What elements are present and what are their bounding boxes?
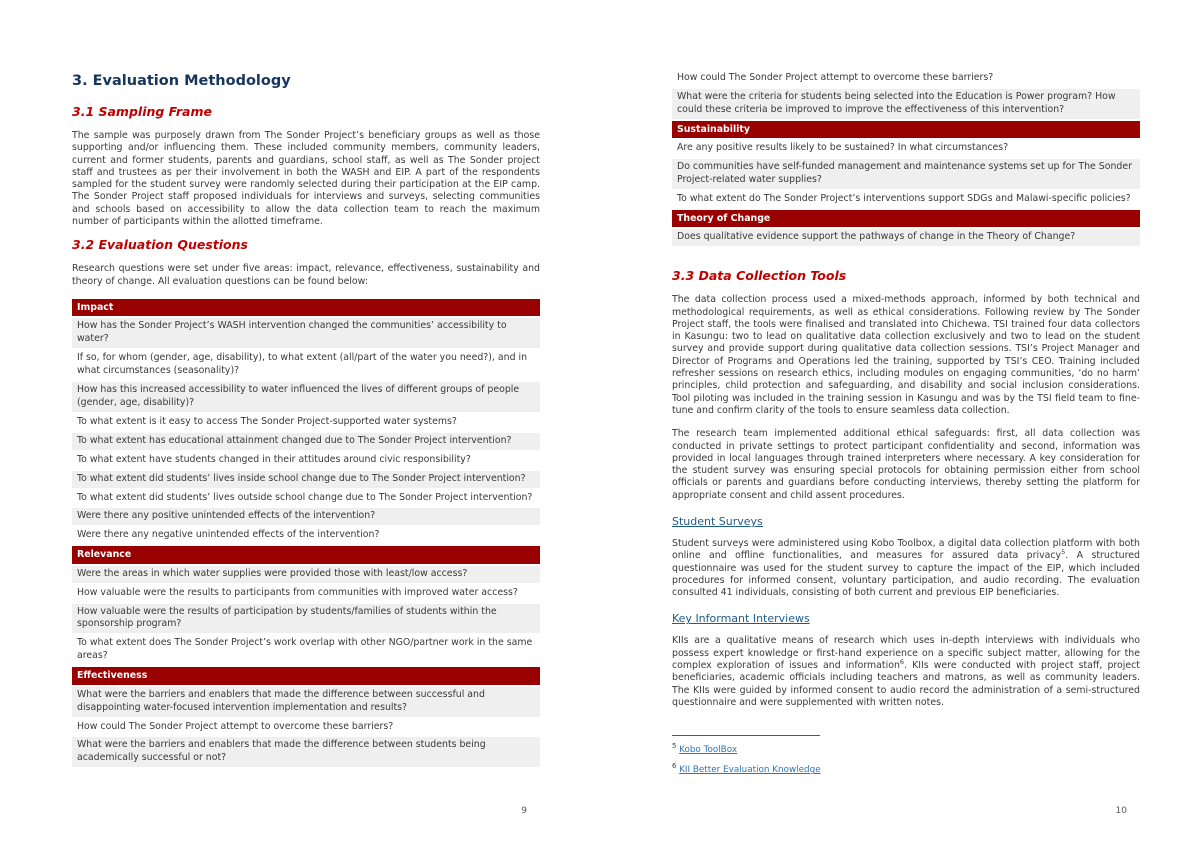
table-row: To what extent do The Sonder Project’s interventions support SDGs and Malawi-specific policies? <box>677 192 1131 204</box>
table-section-header-theory-of-change: Theory of Change <box>672 210 1140 228</box>
table-row: To what extent has educational attainment changed due to The Sonder Project intervention? <box>72 433 540 450</box>
table-section-header-impact: Impact <box>72 299 540 317</box>
table-section-header-effectiveness: Effectiveness <box>72 667 540 685</box>
footnote-ref-5: 5 <box>1061 548 1066 557</box>
table-row: How valuable were the results to participants from communities with improved water access? <box>77 586 518 598</box>
table-row: What were the barriers and enablers that made the difference between successful and disappointing water-focused intervention implementation and results? <box>72 687 540 717</box>
data-collection-paragraph-1: The data collection process used a mixed-methods approach, informed by both technical and methodological requirements, as well as ethical considerations. Following review by The Sonder Project staff, the tools were finalised and translated into Chichewa. TSI trained four data collectors in Kasungu: two to lead on qualitative data collection exclusively and two to lead on the student survey and provide support during qualitative data collection sessions. TSI’s Project Manager and Director of Programs and Operations led the training, supported by TSI’s CEO. Training included refresher sessions on research ethics, including modules on engaging communities, ‘do no harm’ principles, child protection and safeguarding, and disability and social inclusion considerations. Tool piloting was included in the training session in Kasungu and was by the TSI field team to fine-tune and confirm clarity of the tools to ensure seamless data collection. <box>672 294 1140 416</box>
table-row: Were there any positive unintended effects of the intervention? <box>72 508 540 525</box>
table-row: To what extent did students’ lives outside school change due to The Sonder Project intervention? <box>77 491 533 503</box>
table-row: What were the criteria for students being selected into the Education is Power program? How could these criteria be improved to improve the effectiveness of this intervention? <box>672 89 1140 119</box>
table-row: To what extent is it easy to access The Sonder Project-supported water systems? <box>77 415 457 427</box>
page-number-left: 9 <box>521 806 527 816</box>
footnote-6-number: 6 <box>672 762 677 771</box>
section-title-data-collection-tools: 3.3 Data Collection Tools <box>672 268 847 284</box>
table-row: How could The Sonder Project attempt to overcome these barriers? <box>677 72 994 83</box>
table-row: To what extent does The Sonder Project’s work overlap with other NGO/partner work in the same areas? <box>77 637 533 662</box>
page-number-right: 10 <box>1115 806 1127 816</box>
footnote-6-link[interactable]: KII Better Evaluation Knowledge <box>679 765 821 776</box>
table-row: Were there any negative unintended effects of the intervention? <box>77 529 380 541</box>
table-row: How could The Sonder Project attempt to overcome these barriers? <box>77 720 394 732</box>
table-row: How has the Sonder Project’s WASH intervention changed the communities’ accessibility to water? <box>72 318 540 348</box>
footnote-separator <box>672 735 820 736</box>
sampling-frame-paragraph: The sample was purposely drawn from The Sonder Project’s beneficiary groups as well as those supporting and/or influencing them. These included community members, community leaders, current and former students, parents and guardians, school staff, as well as The Sonder project staff and trustees as per their involvement in both the WASH and EIP. A part of the respondents sampled for the student survey were randomly selected during their participation at the EIP camp. The Sonder Project staff proposed individuals for interviews and surveys, selecting communities and schools based on accessibility to allow the data collection team to reach the maximum number of participants within the allotted timeframe. <box>72 130 540 228</box>
kii-paragraph: KIIs are a qualitative means of research which uses in-depth interviews with individuals who possess expert knowledge or first-hand experience on a specific subject matter, allowing for the complex exploration of issues and information$^6$. KIIs were conducted with project staff, project beneficiaries, academic officials including teachers and matrons, as well as community leaders. The KIIs were guided by informed consent to audio record the administration of a semi-structured questionnaire and were supplemented with written notes. <box>672 635 1140 708</box>
table-row: Do communities have self-funded management and maintenance systems set up for The Sonder Project-related water supplies? <box>672 159 1140 189</box>
data-collection-paragraph-2: The research team implemented additional ethical safeguards: first, all data collection was conducted in private settings to protect participant confidentiality and second, information was provided in local languages through trained interpreters where necessary. A key consideration for the student survey was ensuring special protocols for obtaining permission either from school officials or parents and guardians before conducting interviews, thereby setting the platform for appropriate consent and child assent procedures. <box>672 428 1140 501</box>
table-row: If so, for whom (gender, age, disability), to what extent (all/part of the water you need?), and in what circumstances (seasonality)? <box>77 352 528 377</box>
table-row: To what extent did students’ lives inside school change due to The Sonder Project intervention? <box>72 471 540 488</box>
footnote-5-link[interactable]: Kobo ToolBox <box>679 745 738 756</box>
footnote-6 <box>672 760 1140 776</box>
table-section-header-sustainability: Sustainability <box>672 121 1140 139</box>
table-row: Are any positive results likely to be sustained? In what circumstances? <box>677 142 1009 154</box>
chapter-title: 3. Evaluation Methodology <box>72 73 291 89</box>
table-row: What were the barriers and enablers that made the difference between students being academically successful or not? <box>72 737 540 767</box>
table-row: Does qualitative evidence support the pathways of change in the Theory of Change? <box>672 229 1140 246</box>
table-row: To what extent have students changed in their attitudes around civic responsibility? <box>77 453 471 465</box>
page-9 <box>72 0 540 816</box>
subsection-heading-student-surveys: Student Surveys <box>672 515 763 528</box>
section-title-sampling-frame: 3.1 Sampling Frame <box>72 104 212 119</box>
evaluation-questions-table-continued <box>672 70 1140 246</box>
footnote-5-number: 5 <box>672 742 677 751</box>
table-section-header-relevance: Relevance <box>72 546 540 564</box>
table-row: How has this increased accessibility to water influenced the lives of different groups of people (gender, age, disability)? <box>72 382 540 412</box>
table-row: How valuable were the results of participation by students/families of students within the sponsorship program? <box>72 604 540 634</box>
page-10 <box>672 0 1140 816</box>
table-row: Were the areas in which water supplies were provided those with least/low access? <box>72 566 540 583</box>
footnote-ref-6: 6 <box>899 657 905 666</box>
student-surveys-paragraph: Student surveys were administered using Kobo Toolbox, a digital data collection platform with both online and offline functionalities, and measures for assured data privacy$^5$. A structured questionnaire was used for the student survey to capture the impact of the EIP, which included procedures for informed consent, voluntary participation, and audio recording. The evaluation consulted 41 individuals, consisting of both current and previous EIP beneficiaries. <box>672 538 1140 599</box>
footnote-5 <box>672 740 1140 756</box>
evaluation-questions-intro: Research questions were set under five areas: impact, relevance, effectiveness, sustainability and theory of change. All evaluation questions can be found below: <box>72 263 540 287</box>
subsection-heading-key-informant-interviews: Key Informant Interviews <box>672 612 810 626</box>
evaluation-questions-table <box>72 299 540 767</box>
section-title-evaluation-questions: 3.2 Evaluation Questions <box>72 237 248 253</box>
